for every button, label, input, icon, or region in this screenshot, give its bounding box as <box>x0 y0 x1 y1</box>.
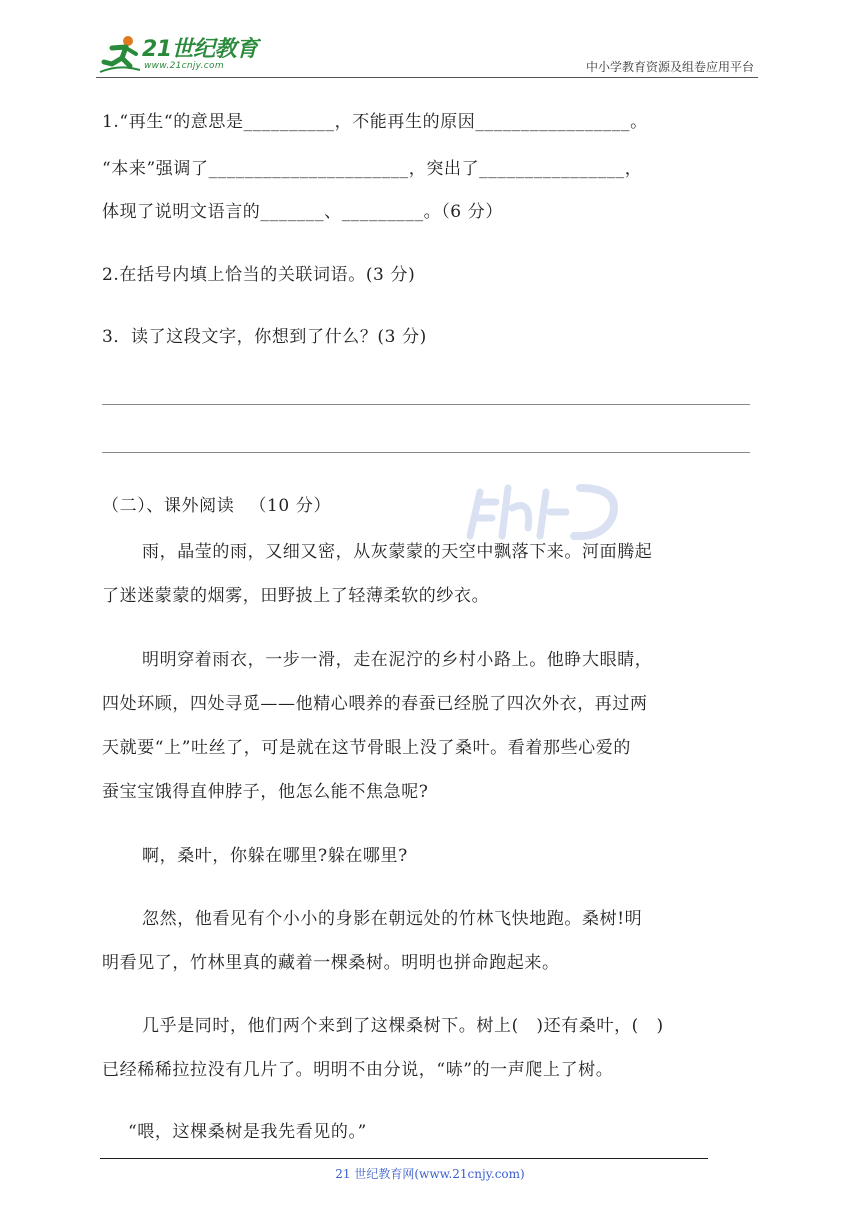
passage-line: 天就要“上”吐丝了，可是就在这节骨眼上没了桑叶。看着那些心爱的 <box>102 738 631 758</box>
passage-line: 四处环顾，四处寻觅——他精心喂养的春蚕已经脱了四次外衣，再过两 <box>102 694 648 714</box>
runner-logo-icon <box>98 34 142 74</box>
passage-line: 明明穿着雨衣，一步一滑，走在泥泞的乡村小路上。他睁大眼睛， <box>142 650 653 670</box>
passage-line: 雨，晶莹的雨，又细又密，从灰蒙蒙的天空中飘落下来。河面腾起 <box>142 542 653 562</box>
question-1-line-1: 1.“再生“的意思是__________，不能再生的原因_________________。 <box>102 112 648 132</box>
footer-source: 21 世纪教育网(www.21cnjy.com) <box>335 1167 525 1181</box>
question-3: 3．读了这段文字，你想到了什么？(3 分) <box>102 327 427 347</box>
passage-line: 啊，桑叶，你躲在哪里?躲在哪里? <box>142 846 408 866</box>
answer-line <box>102 404 750 405</box>
logo-title: 21世纪教育 <box>142 37 258 62</box>
passage-line: 几乎是同时，他们两个来到了这棵桑树下。树上( )还有桑叶，( ) <box>142 1016 664 1036</box>
question-1-line-3: 体现了说明文语言的_______、_________。（6 分） <box>102 202 503 222</box>
footer-divider <box>100 1158 708 1159</box>
page-header <box>96 28 758 80</box>
answer-line <box>102 452 750 453</box>
question-1-line-2: “本来”强调了______________________，突出了________________， <box>102 159 643 179</box>
logo-url: www.21cnjy.com <box>144 61 224 71</box>
passage-line: 明看见了，竹林里真的藏着一棵桑树。明明也拼命跑起来。 <box>102 953 560 973</box>
passage-line: 已经稀稀拉拉没有几片了。明明不由分说，“哧”的一声爬上了树。 <box>102 1060 614 1080</box>
question-2: 2.在括号内填上恰当的关联词语。(3 分) <box>102 265 416 285</box>
passage-line: “喂，这棵桑树是我先看见的。” <box>128 1122 367 1142</box>
header-tagline: 中小学教育资源及组卷应用平台 <box>585 60 754 74</box>
passage-line: 了迷迷蒙蒙的烟雾，田野披上了轻薄柔软的纱衣。 <box>102 586 490 606</box>
section-title: （二）、课外阅读 （10 分） <box>102 496 332 516</box>
passage-line: 忽然，他看见有个小小的身影在朝远处的竹林飞快地跑。桑树!明 <box>142 909 643 929</box>
passage-line: 蚕宝宝饿得直伸脖子，他怎么能不焦急呢? <box>102 782 429 802</box>
logo <box>96 32 266 76</box>
header-divider <box>96 77 758 78</box>
watermark-logo-icon <box>462 478 638 544</box>
